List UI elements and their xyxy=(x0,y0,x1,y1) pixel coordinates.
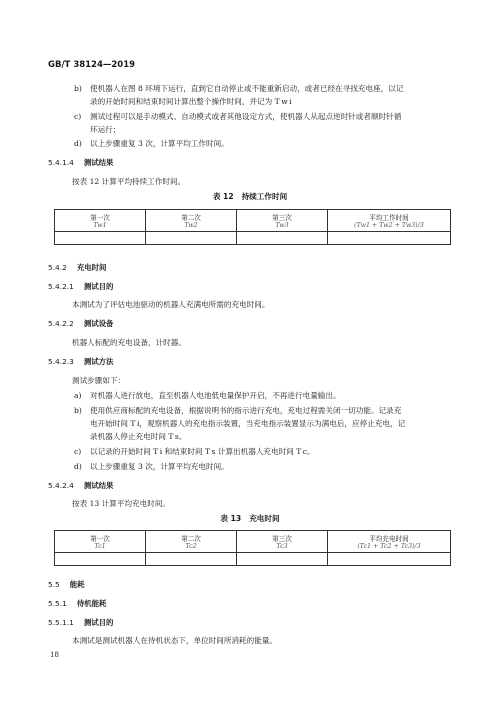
table-cell xyxy=(237,553,328,566)
table12 xyxy=(54,209,451,245)
table-cell xyxy=(328,553,451,566)
table-cell xyxy=(237,232,328,245)
section-heading-542: 5.4.2 充电时间 xyxy=(48,263,107,272)
table-header-cell: 第二次 Tw2 xyxy=(146,210,237,232)
list-mark: a) xyxy=(74,391,82,400)
paragraph: 按表 13 计算平均充电时间。 xyxy=(72,499,171,508)
list-line: 对机器人进行放电，直至机器人电池低电量保护开启，不再进行电量输出。 xyxy=(90,391,341,400)
section-heading-551: 5.5.1 待机能耗 xyxy=(48,599,107,608)
list-mark: c) xyxy=(74,112,82,121)
caption-number: 表 12 xyxy=(212,192,234,201)
caption-title: 持续工作时间 xyxy=(241,192,288,201)
paragraph: 测试步骤如下： xyxy=(72,376,126,385)
table-row xyxy=(55,232,451,245)
list-line: 测试过程可以是手动模式、自动模式或者其他设定方式，使机器人从起点逆时针或者顺时针循 xyxy=(90,112,402,121)
table-cell xyxy=(146,553,237,566)
table-header-cell: 平均工作时间 (Tw1 + Tw2 + Tw3)/3 xyxy=(328,210,451,232)
table12-caption xyxy=(0,191,500,202)
table-header-cell: 第一次 Tc1 xyxy=(55,531,146,553)
table-cell xyxy=(146,232,237,245)
table-header-cell: 第三次 Tw3 xyxy=(237,210,328,232)
table-header-cell: 第一次 Tw1 xyxy=(55,210,146,232)
list-mark: d) xyxy=(74,139,82,148)
table-header-cell: 平均充电时间 (Tc1 + Tc2 + Tc3)/3 xyxy=(328,531,451,553)
section-number: 5.4.1.4 xyxy=(48,158,74,167)
list-line: 以记录的开始时间 T i 和结束时间 T s 计算出机器人充电时间 T c。 xyxy=(90,447,315,456)
section-heading-5422: 5.4.2.2 测试设备 xyxy=(48,319,114,328)
standard-code: GB/T 38124—2019 xyxy=(48,60,136,70)
list-line: 环运行； xyxy=(90,125,121,134)
section-heading-5511: 5.5.1.1 测试目的 xyxy=(48,618,114,627)
section-title: 测试结果 xyxy=(83,158,114,167)
paragraph: 本测试为了评估电池驱动的机器人充满电所需的充电时间。 xyxy=(72,300,270,309)
list-line: 以上步骤重复 3 次，计算平均工作时间。 xyxy=(90,139,229,148)
list-mark: b) xyxy=(74,406,82,415)
table-cell xyxy=(55,553,146,566)
section-heading-5424: 5.4.2.4 测试结果 xyxy=(48,481,114,490)
paragraph: 本测试是测试机器人在待机状态下，单位时间所消耗的能量。 xyxy=(72,636,278,645)
page-number: 18 xyxy=(50,651,59,659)
table13 xyxy=(54,530,451,566)
section-heading-5421: 5.4.2.1 测试目的 xyxy=(48,282,114,291)
list-line: 录的开始时间和结束时间计算出整个操作时间，并记为 T w i xyxy=(90,97,292,106)
section-heading-5414 xyxy=(48,157,113,168)
list-mark: c) xyxy=(74,447,82,456)
table-row xyxy=(55,553,451,566)
table-header-cell: 第三次 Tc3 xyxy=(237,531,328,553)
list-line: 电开始时间 T i，观察机器人的充电指示装置，当充电指示装置显示为满电后，应停止充电，记 xyxy=(90,419,406,428)
list-mark: b) xyxy=(74,84,82,93)
table-cell xyxy=(328,232,451,245)
table-header-cell: 第二次 Tc2 xyxy=(146,531,237,553)
table13-caption: 表 13 充电时间 xyxy=(220,514,280,523)
table-cell xyxy=(55,232,146,245)
list-line: 使机器人在图 8 环境下运行，直到它自动停止或不能重新启动，或者已经在寻找充电座，以记 xyxy=(90,84,404,93)
paragraph: 按表 12 计算平均持续工作时间。 xyxy=(72,177,186,186)
paragraph: 机器人标配的充电设备，计时器。 xyxy=(72,338,186,347)
section-heading-55: 5.5 能耗 xyxy=(48,580,85,589)
list-line: 以上步骤重复 3 次，计算平均充电时间。 xyxy=(90,462,229,471)
list-line: 录机器人停止充电时间 T s。 xyxy=(90,432,187,441)
section-heading-5423: 5.4.2.3 测试方法 xyxy=(48,357,114,366)
list-line: 使用供应商标配的充电设备，根据说明书的指示进行充电，充电过程需关闭一切功能。记录充 xyxy=(90,406,402,415)
list-mark: d) xyxy=(74,462,82,471)
